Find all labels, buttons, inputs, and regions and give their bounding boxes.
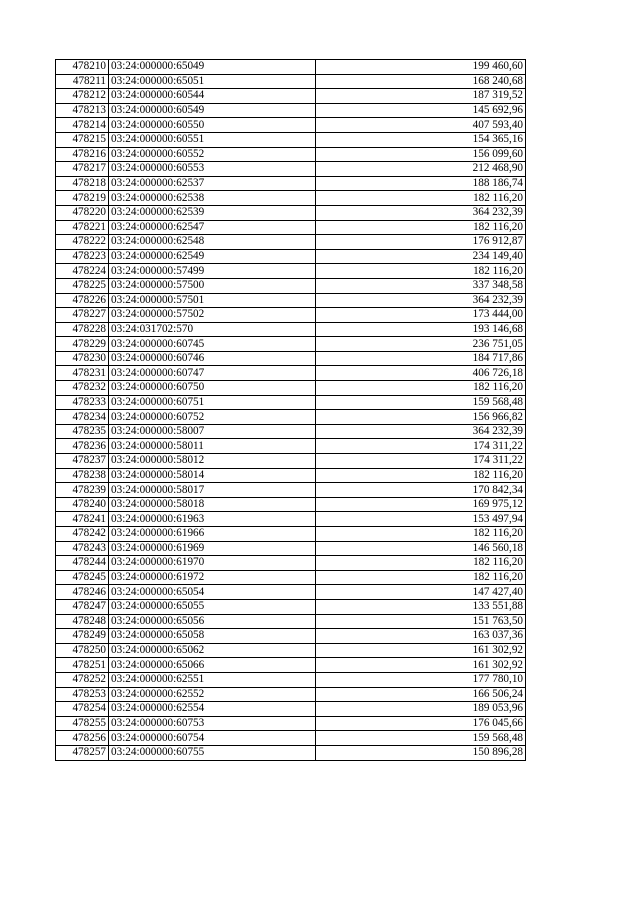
- row-id-cell: 478247: [56, 599, 109, 614]
- value-cell: 154 365,16: [316, 132, 526, 147]
- value-cell: 174 311,22: [316, 439, 526, 454]
- row-id-cell: 478220: [56, 205, 109, 220]
- cadastral-number-cell: 03:24:000000:60745: [109, 337, 316, 352]
- cadastral-number-cell: 03:24:000000:58011: [109, 439, 316, 454]
- value-cell: 145 692,96: [316, 103, 526, 118]
- cadastral-number-cell: 03:24:000000:62537: [109, 176, 316, 191]
- value-cell: 176 912,87: [316, 235, 526, 250]
- cadastral-number-cell: 03:24:000000:60544: [109, 89, 316, 104]
- row-id-cell: 478251: [56, 658, 109, 673]
- table-row: [56, 745, 526, 760]
- table-row: [56, 570, 526, 585]
- value-cell: 161 302,92: [316, 658, 526, 673]
- row-id-cell: 478254: [56, 702, 109, 717]
- value-cell: 177 780,10: [316, 672, 526, 687]
- cadastral-number-cell: 03:24:000000:58017: [109, 483, 316, 498]
- table-row: [56, 672, 526, 687]
- row-id-cell: 478210: [56, 60, 109, 75]
- value-cell: 153 497,94: [316, 512, 526, 527]
- table-row: [56, 424, 526, 439]
- value-cell: 364 232,39: [316, 293, 526, 308]
- value-cell: 234 149,40: [316, 249, 526, 264]
- cadastral-number-cell: 03:24:000000:57501: [109, 293, 316, 308]
- table-row: [56, 351, 526, 366]
- value-cell: 163 037,36: [316, 629, 526, 644]
- table-row: [56, 205, 526, 220]
- cadastral-number-cell: 03:24:000000:62538: [109, 191, 316, 206]
- cadastral-number-cell: 03:24:000000:65058: [109, 629, 316, 644]
- row-id-cell: 478246: [56, 585, 109, 600]
- table-row: [56, 395, 526, 410]
- row-id-cell: 478225: [56, 278, 109, 293]
- cadastral-number-cell: 03:24:000000:65062: [109, 643, 316, 658]
- value-cell: 161 302,92: [316, 643, 526, 658]
- cadastral-number-cell: 03:24:000000:61966: [109, 527, 316, 542]
- value-cell: 159 568,48: [316, 395, 526, 410]
- cadastral-number-cell: 03:24:000000:61972: [109, 570, 316, 585]
- cadastral-number-cell: 03:24:000000:58014: [109, 468, 316, 483]
- value-cell: 146 560,18: [316, 541, 526, 556]
- table-row: [56, 176, 526, 191]
- row-id-cell: 478228: [56, 322, 109, 337]
- value-cell: 189 053,96: [316, 702, 526, 717]
- value-cell: 184 717,86: [316, 351, 526, 366]
- value-cell: 407 593,40: [316, 118, 526, 133]
- table-row: [56, 731, 526, 746]
- table-row: [56, 454, 526, 469]
- cadastral-number-cell: 03:24:000000:58007: [109, 424, 316, 439]
- row-id-cell: 478242: [56, 527, 109, 542]
- row-id-cell: 478222: [56, 235, 109, 250]
- value-cell: 182 116,20: [316, 220, 526, 235]
- table-row: [56, 249, 526, 264]
- value-cell: 156 966,82: [316, 410, 526, 425]
- cadastral-number-cell: 03:24:000000:60746: [109, 351, 316, 366]
- value-cell: 174 311,22: [316, 454, 526, 469]
- row-id-cell: 478219: [56, 191, 109, 206]
- value-cell: 169 975,12: [316, 497, 526, 512]
- table-row: [56, 132, 526, 147]
- row-id-cell: 478216: [56, 147, 109, 162]
- cadastral-number-cell: 03:24:000000:62548: [109, 235, 316, 250]
- row-id-cell: 478231: [56, 366, 109, 381]
- value-cell: 182 116,20: [316, 527, 526, 542]
- value-cell: 212 468,90: [316, 162, 526, 177]
- table-row: [56, 541, 526, 556]
- row-id-cell: 478255: [56, 716, 109, 731]
- row-id-cell: 478224: [56, 264, 109, 279]
- value-cell: 236 751,05: [316, 337, 526, 352]
- value-cell: 159 568,48: [316, 731, 526, 746]
- cadastral-number-cell: 03:24:000000:60754: [109, 731, 316, 746]
- cadastral-number-cell: 03:24:000000:60550: [109, 118, 316, 133]
- table-row: [56, 410, 526, 425]
- table-row: [56, 643, 526, 658]
- value-cell: 151 763,50: [316, 614, 526, 629]
- cadastral-number-cell: 03:24:000000:65051: [109, 74, 316, 89]
- row-id-cell: 478212: [56, 89, 109, 104]
- row-id-cell: 478233: [56, 395, 109, 410]
- row-id-cell: 478238: [56, 468, 109, 483]
- cadastral-value-table: [55, 59, 526, 761]
- cadastral-number-cell: 03:24:000000:65054: [109, 585, 316, 600]
- cadastral-number-cell: 03:24:000000:60755: [109, 745, 316, 760]
- table-row: [56, 556, 526, 571]
- row-id-cell: 478257: [56, 745, 109, 760]
- value-cell: 182 116,20: [316, 381, 526, 396]
- table-row: [56, 702, 526, 717]
- table-row: [56, 308, 526, 323]
- value-cell: 188 186,74: [316, 176, 526, 191]
- row-id-cell: 478232: [56, 381, 109, 396]
- table-row: [56, 614, 526, 629]
- row-id-cell: 478226: [56, 293, 109, 308]
- value-cell: 193 146,68: [316, 322, 526, 337]
- table-row: [56, 439, 526, 454]
- row-id-cell: 478230: [56, 351, 109, 366]
- table-row: [56, 585, 526, 600]
- cadastral-number-cell: 03:24:000000:60751: [109, 395, 316, 410]
- value-cell: 168 240,68: [316, 74, 526, 89]
- cadastral-number-cell: 03:24:000000:60549: [109, 103, 316, 118]
- value-cell: 337 348,58: [316, 278, 526, 293]
- value-cell: 187 319,52: [316, 89, 526, 104]
- cadastral-number-cell: 03:24:000000:65056: [109, 614, 316, 629]
- row-id-cell: 478227: [56, 308, 109, 323]
- value-cell: 406 726,18: [316, 366, 526, 381]
- cadastral-number-cell: 03:24:000000:61969: [109, 541, 316, 556]
- value-cell: 182 116,20: [316, 264, 526, 279]
- table-row: [56, 468, 526, 483]
- row-id-cell: 478236: [56, 439, 109, 454]
- value-cell: 199 460,60: [316, 60, 526, 75]
- table-row: [56, 191, 526, 206]
- cadastral-number-cell: 03:24:000000:60750: [109, 381, 316, 396]
- row-id-cell: 478245: [56, 570, 109, 585]
- value-cell: 170 842,34: [316, 483, 526, 498]
- table-body: [56, 60, 526, 761]
- value-cell: 182 116,20: [316, 556, 526, 571]
- cadastral-number-cell: 03:24:000000:58012: [109, 454, 316, 469]
- row-id-cell: 478248: [56, 614, 109, 629]
- cadastral-number-cell: 03:24:031702:570: [109, 322, 316, 337]
- row-id-cell: 478217: [56, 162, 109, 177]
- row-id-cell: 478252: [56, 672, 109, 687]
- row-id-cell: 478214: [56, 118, 109, 133]
- cadastral-number-cell: 03:24:000000:62554: [109, 702, 316, 717]
- row-id-cell: 478237: [56, 454, 109, 469]
- table-row: [56, 629, 526, 644]
- cadastral-number-cell: 03:24:000000:62551: [109, 672, 316, 687]
- table-row: [56, 103, 526, 118]
- table-row: [56, 220, 526, 235]
- row-id-cell: 478240: [56, 497, 109, 512]
- cadastral-number-cell: 03:24:000000:61970: [109, 556, 316, 571]
- table-row: [56, 89, 526, 104]
- row-id-cell: 478218: [56, 176, 109, 191]
- value-cell: 176 045,66: [316, 716, 526, 731]
- table-row: [56, 599, 526, 614]
- table-row: [56, 293, 526, 308]
- value-cell: 182 116,20: [316, 191, 526, 206]
- row-id-cell: 478253: [56, 687, 109, 702]
- table-row: [56, 527, 526, 542]
- cadastral-number-cell: 03:24:000000:62552: [109, 687, 316, 702]
- value-cell: 364 232,39: [316, 424, 526, 439]
- table-row: [56, 658, 526, 673]
- cadastral-number-cell: 03:24:000000:65066: [109, 658, 316, 673]
- cadastral-number-cell: 03:24:000000:65049: [109, 60, 316, 75]
- table-row: [56, 381, 526, 396]
- cadastral-number-cell: 03:24:000000:61963: [109, 512, 316, 527]
- row-id-cell: 478250: [56, 643, 109, 658]
- table-row: [56, 264, 526, 279]
- table-row: [56, 162, 526, 177]
- table-row: [56, 716, 526, 731]
- value-cell: 182 116,20: [316, 468, 526, 483]
- row-id-cell: 478215: [56, 132, 109, 147]
- table-row: [56, 235, 526, 250]
- cadastral-number-cell: 03:24:000000:60752: [109, 410, 316, 425]
- table-row: [56, 483, 526, 498]
- table-row: [56, 687, 526, 702]
- value-cell: 133 551,88: [316, 599, 526, 614]
- row-id-cell: 478229: [56, 337, 109, 352]
- table-row: [56, 60, 526, 75]
- cadastral-number-cell: 03:24:000000:62549: [109, 249, 316, 264]
- value-cell: 364 232,39: [316, 205, 526, 220]
- row-id-cell: 478235: [56, 424, 109, 439]
- table-row: [56, 512, 526, 527]
- row-id-cell: 478239: [56, 483, 109, 498]
- row-id-cell: 478213: [56, 103, 109, 118]
- row-id-cell: 478249: [56, 629, 109, 644]
- cadastral-number-cell: 03:24:000000:65055: [109, 599, 316, 614]
- value-cell: 166 506,24: [316, 687, 526, 702]
- cadastral-number-cell: 03:24:000000:57499: [109, 264, 316, 279]
- cadastral-number-cell: 03:24:000000:60552: [109, 147, 316, 162]
- value-cell: 147 427,40: [316, 585, 526, 600]
- value-cell: 173 444,00: [316, 308, 526, 323]
- row-id-cell: 478256: [56, 731, 109, 746]
- row-id-cell: 478244: [56, 556, 109, 571]
- row-id-cell: 478221: [56, 220, 109, 235]
- cadastral-number-cell: 03:24:000000:62539: [109, 205, 316, 220]
- table-row: [56, 366, 526, 381]
- cadastral-number-cell: 03:24:000000:60753: [109, 716, 316, 731]
- row-id-cell: 478241: [56, 512, 109, 527]
- cadastral-number-cell: 03:24:000000:60553: [109, 162, 316, 177]
- row-id-cell: 478223: [56, 249, 109, 264]
- cadastral-number-cell: 03:24:000000:57502: [109, 308, 316, 323]
- cadastral-number-cell: 03:24:000000:57500: [109, 278, 316, 293]
- table-row: [56, 322, 526, 337]
- table-row: [56, 74, 526, 89]
- cadastral-number-cell: 03:24:000000:60747: [109, 366, 316, 381]
- row-id-cell: 478211: [56, 74, 109, 89]
- cadastral-number-cell: 03:24:000000:60551: [109, 132, 316, 147]
- value-cell: 156 099,60: [316, 147, 526, 162]
- value-cell: 150 896,28: [316, 745, 526, 760]
- row-id-cell: 478243: [56, 541, 109, 556]
- value-cell: 182 116,20: [316, 570, 526, 585]
- table-row: [56, 497, 526, 512]
- table-row: [56, 118, 526, 133]
- cadastral-number-cell: 03:24:000000:58018: [109, 497, 316, 512]
- table-row: [56, 147, 526, 162]
- table-row: [56, 337, 526, 352]
- cadastral-number-cell: 03:24:000000:62547: [109, 220, 316, 235]
- row-id-cell: 478234: [56, 410, 109, 425]
- table-row: [56, 278, 526, 293]
